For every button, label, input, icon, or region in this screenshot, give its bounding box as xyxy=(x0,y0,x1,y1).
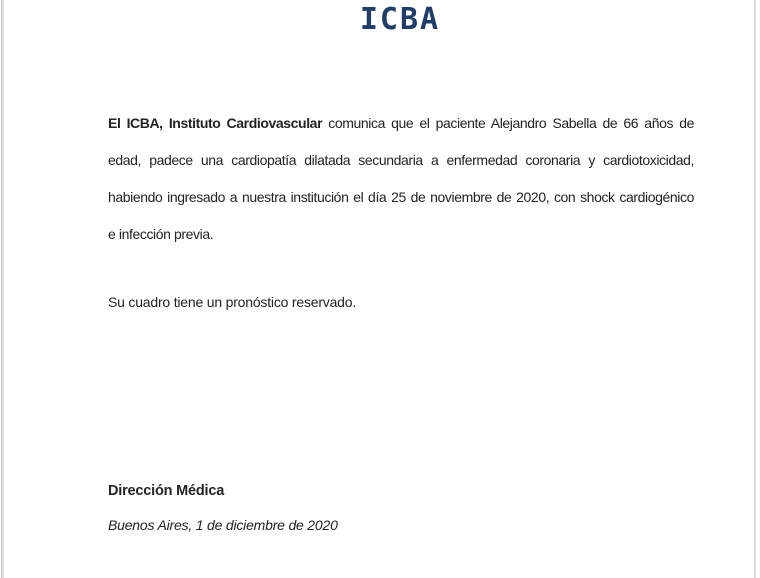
page-right-edge xyxy=(754,0,756,578)
signature-dateline: Buenos Aires, 1 de diciembre de 2020 xyxy=(108,517,338,533)
icba-logo: ICBA xyxy=(359,2,441,37)
paragraph-line-3: habiendo ingresado a nuestra institución el día 25 de noviembre de 2020, con shock cardiogénico xyxy=(108,189,694,205)
signature-department: Dirección Médica xyxy=(108,483,225,499)
paragraph-line-1-text: comunica que el paciente Alejandro Sabella de 66 años de xyxy=(328,115,694,131)
page-left-edge xyxy=(1,0,4,578)
letterhead xyxy=(0,0,760,40)
communique-paragraph xyxy=(108,105,694,253)
paragraph-line-2: edad, padece una cardiopatía dilatada secundaria a enfermedad coronaria y cardiotoxicidad, xyxy=(108,152,694,168)
paragraph-line-4: e infección previa. xyxy=(108,226,214,242)
institution-name-bold: El ICBA, Instituto Cardiovascular xyxy=(108,115,323,131)
prognosis-statement: Su cuadro tiene un pronóstico reservado. xyxy=(108,294,357,310)
paragraph-line-1 xyxy=(108,105,694,142)
